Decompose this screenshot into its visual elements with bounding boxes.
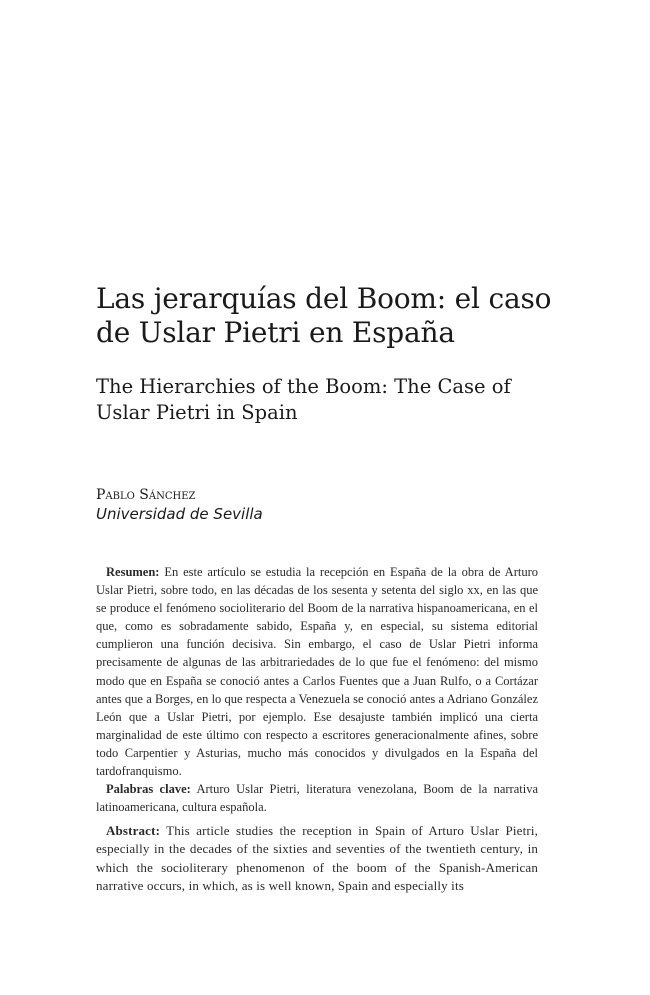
keywords-paragraph [96,780,538,816]
article-title: Las jerarquías del Boom: el caso de Uslar Pietri en España [96,282,552,349]
author-affiliation: Universidad de Sevilla [96,505,263,523]
abstract-paragraph [96,822,538,894]
article-subtitle: The Hierarchies of the Boom: The Case of Uslar Pietri in Spain [96,375,511,424]
resumen-text: En este artículo se estudia la recepción en España de la obra de Arturo Uslar Pietri, sobre todo, en las décadas de los sesenta y setenta del siglo xx, en las que se produce el fenómeno socioliterario del Boom de la narrativa hispanoamericana, en el que, como es sobradamente sabido, España y, en especial, su sistema editorial cumplieron una función decisiva. Sin embargo, el caso de Uslar Pietri informa precisamente de algunas de las arbitrariedades de lo que fue el fenómeno: del mismo modo que en España se conoció antes a Carlos Fuentes que a Juan Rulfo, o a Cortázar antes que a Borges, en lo que respecta a Venezuela se conoció antes a Adriano González León que a Uslar Pietri, por ejemplo. Ese desajuste también implicó una cierta marginalidad de este último con respecto a escritores generacionalmente afines, sobre todo Carpentier y Asturias, mucho más conocidos y divulgados en la España del tardofranquismo. [96,565,538,779]
resumen-paragraph [96,563,538,780]
author-name: Pablo Sánchez [96,487,196,503]
abstract-section [96,563,538,895]
resumen-label: Resumen: [106,565,160,579]
keywords-label: Palabras clave: [106,782,191,797]
abstract-text: This article studies the reception in Spain of Arturo Uslar Pietri, especially in the decades of the sixties and seventies of the twentieth century, in which the socioliterary phenomenon of the boom of the Spanish-American narrative occurs, in which, as is well known, Spain and especially its [96,823,538,893]
abstract-label: Abstract: [106,823,161,839]
keywords-text: Arturo Uslar Pietri, literatura venezolana, Boom de la narrativa latinoamericana, cultura española. [96,782,538,815]
